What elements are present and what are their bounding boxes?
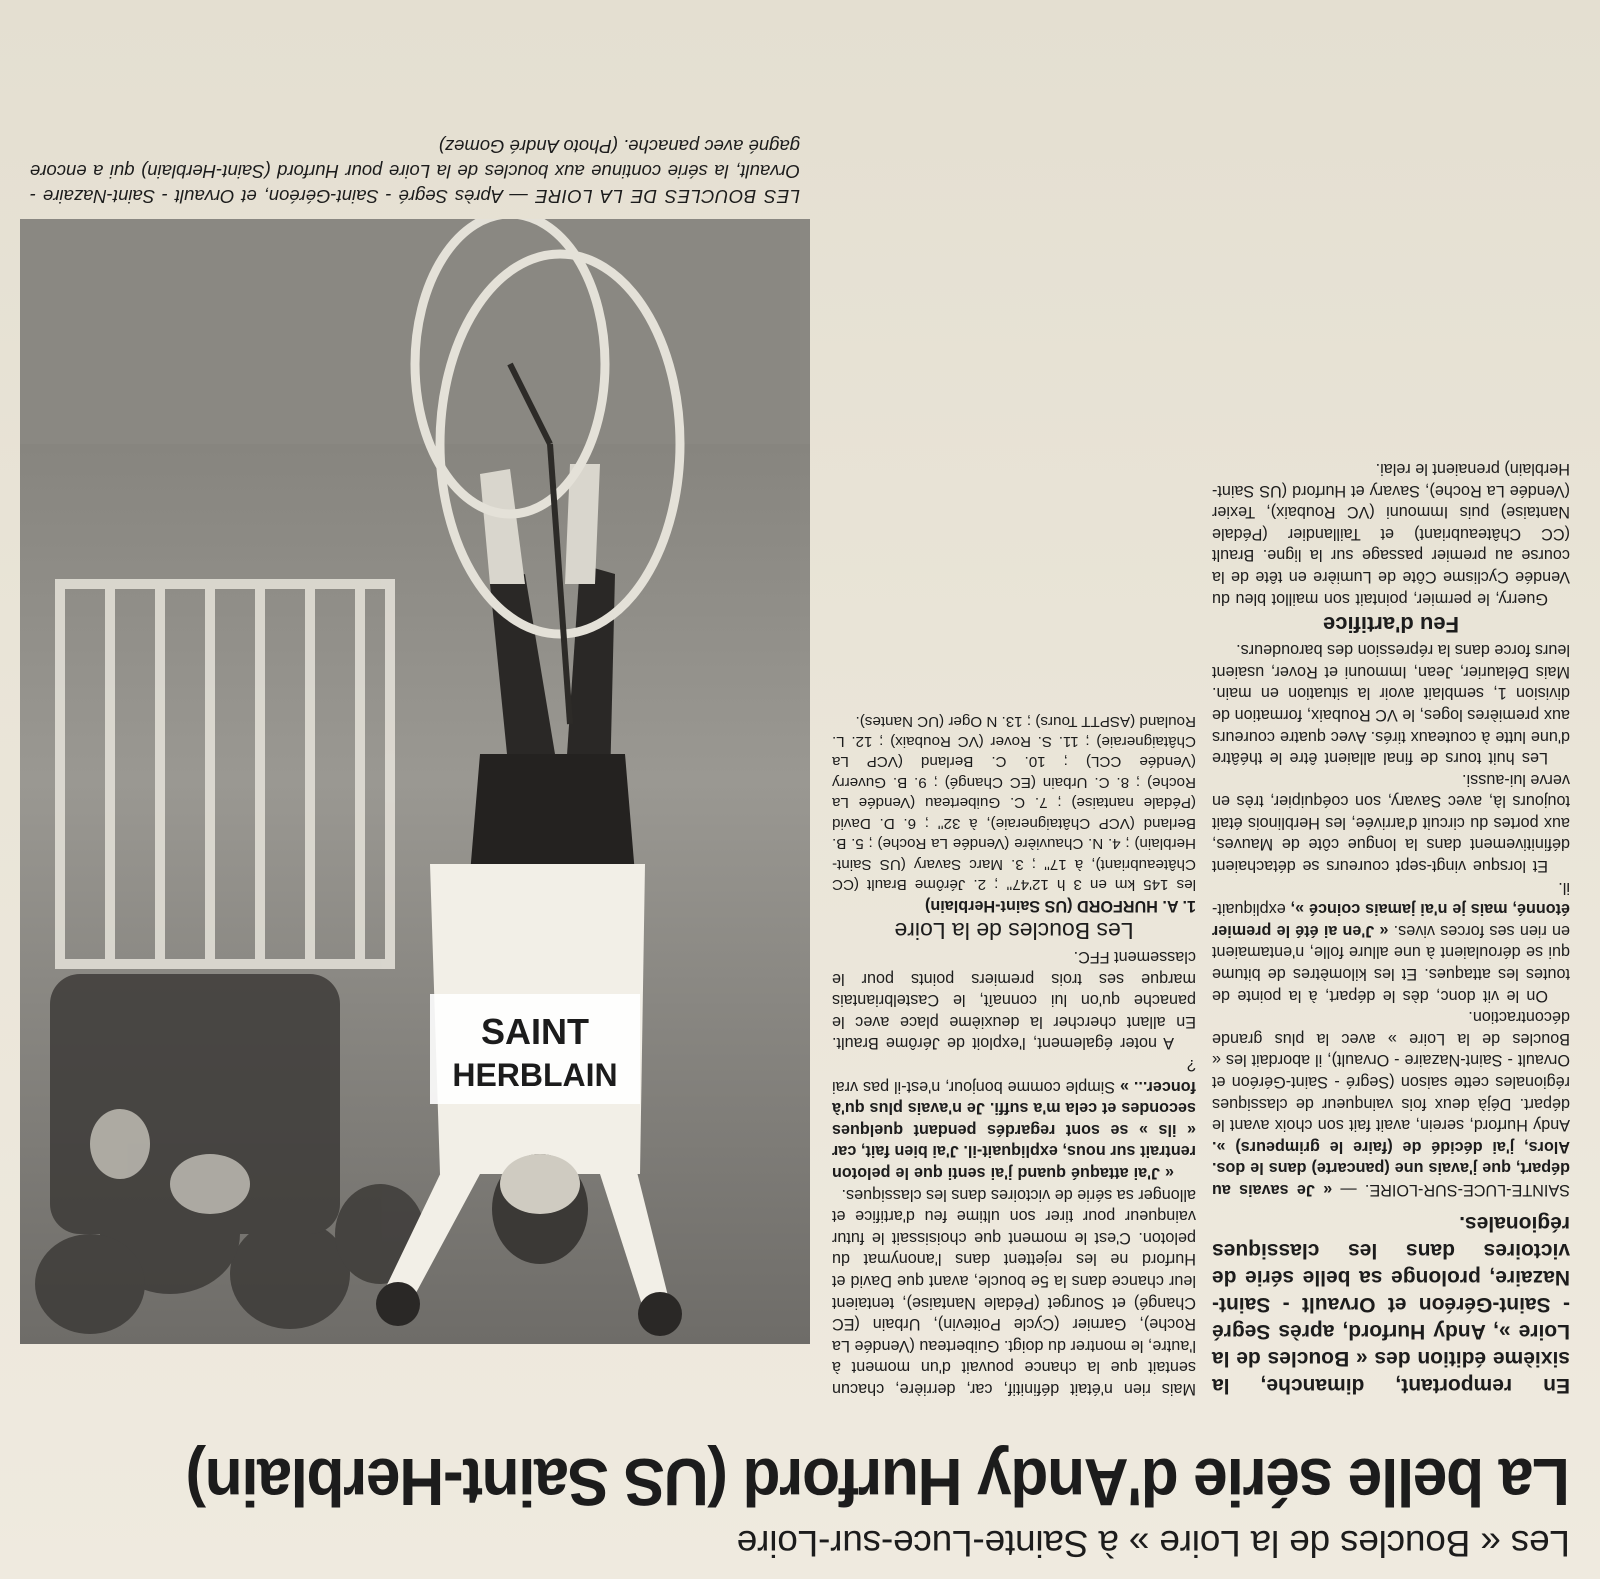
paragraph-4: Les huit tours de final allaient être le théâtre d'une lutte à couteaux tirés. Avec quatre coureurs aux premières loges, le VC Roubaix, formation de division 1, semblait avoir la situation en main. Mais Délaurier, Jean, Immouni et Rover, usaient leurs force dans la répression des baroudeurs.	[1212, 641, 1570, 768]
photo-credit: (Photo André Gomez)	[438, 136, 618, 157]
paragraph-1-text: Andy Hurford, serein, avait fait son choix avant le départ. Déjà deux fois vainqueur de classiques régionales cette saison (Segré - Saint-Géréon et Orvault - Saint-Nazaire - Orvault), il abordait les « Boucles de la Loire » avec la plus grande décontraction.	[1212, 1008, 1570, 1135]
column-2	[832, 710, 1196, 1399]
paragraph-7: « J'ai attaqué quand j'ai senti que le peloton rentrait sur nous, expliquait-il. J'ai bien fait, car « ils » se sont regardés pendant quelques secondes et cela m'a suffi. Je n'avais plus qu'à foncer... » Simple comme bonjour, n'est-il pas vrai ?	[831, 1056, 1196, 1183]
results-heading: Les Boucles de la Loire	[894, 917, 1134, 944]
race-photo	[20, 219, 810, 1344]
paragraph-6: Mais rien n'était définitif, car, derrière, chacun sentait que la chance pouvait d'un moment à l'autre, le montrer du doigt. Guiberteau (Vendée La Roche), Garnier (Cycle Poitevin), Urbain (EC Changé) et Sourget (Pédale Nantaise), tentaient leur chance dans la 5e boucle, avant que David et Hurford ne les rejettent dans l'anonymat du peloton. C'est le moment que choisissait le futur vainqueur pour tirer son ultime feu d'artifice et allonger sa série de victoires dans les classiques.	[832, 1185, 1196, 1398]
jersey-text-herblain: HERBLAIN	[452, 1057, 618, 1093]
subheading-feu-dartifice: Feu d'artifice	[1322, 611, 1460, 637]
dateline: SAINTE-LUCE-SUR-LOIRE. —	[1340, 1181, 1570, 1199]
column-1	[1212, 457, 1570, 1399]
headline: La belle série d'Andy Hurford (US Saint-Herblain)	[186, 1444, 1570, 1519]
jersey-text-saint: SAINT	[481, 1011, 589, 1052]
photo-caption	[30, 134, 800, 209]
caption-text: — Après Segré - Saint-Géréon, et Orvault - Saint-Nazaire - Orvault, la série continue aux boucles de la Loire pour Hurford (Saint-Herblain) qui a encore gagné avec panache.	[29, 136, 800, 207]
results-winner: 1. A. HURFORD (US Saint-Herblain)	[924, 896, 1196, 915]
winner-quote: « J'ai attaqué quand j'ai senti que le peloton rentrait sur nous, expliquait-il. J'ai bien fait, car « ils » se sont regardés pendant quelques secondes et cela m'a suffi. Je n'avais plus qu'à foncer... »	[832, 1077, 1196, 1183]
quote-coince: « J'en ai été le premier étonné, mais je n'ai jamais coincé »,	[1212, 900, 1570, 940]
paragraph-2: On le vit donc, dès le départ, à la pointe de toutes les attaques. Et les kilomètres de bitume qui se déroulaient à une allure folle, n'entamaient en rien ses forces vives. « J'en ai été le premier étonné, mais je n'ai jamais coincé », expliquait-il.	[1211, 878, 1570, 1005]
caption-heading: LES BOUCLES DE LA LOIRE	[534, 186, 800, 207]
paragraph-1	[1212, 1006, 1570, 1200]
intro-paragraph: En remportant, dimanche, la sixième édition des « Boucles de la Loire », Andy Hurford, après Segré - Saint-Géréon et Orvault - Saint-Nazaire, prolonge sa belle série de victoires dans les classiques régionales.	[1212, 1212, 1570, 1397]
paragraph-3: Et lorsque vingt-sept coureurs se détachaient définitivement dans la longue côte de Mauves, aux portes du circuit d'arrivée, les Herblinois était toujours là, avec Savary, son coéquipier, très en verve lui-aussi.	[1212, 770, 1570, 876]
kicker: Les « Boucles de la Loire » à Sainte-Luce-sur-Loire	[736, 1523, 1570, 1564]
paragraph-8: A noter également, l'exploit de Jérôme Brault. En allant chercher la deuxième place avec le panache qu'on lui connaît, le Castelbriantais marque ses trois premiers points pour le classement FFC.	[832, 948, 1196, 1053]
paragraph-5: Guerry, le permier, pointait son maillot bleu du Vendée Cyclisme Côte de Lumière en tête de la course au premier passage sur la ligne. Brault (CC Châteaubriant) et Taillandier (Pédale Nantaise) puis Immouni (VC Roubaix), Texier (Vendée La Roche), Savary et Hurford (US Saint-Herblain) prenaient le relai.	[1212, 460, 1570, 608]
opening-quote: « Je savais au départ, que j'avais une (pancarte) dans le dos. Alors, j'ai décidé de (faire le grimpeurs) ».	[1212, 1137, 1570, 1199]
results-list: les 145 km en 3 h 12'47'' ; 2. Jérôme Brault (CC Châteaubriant), à 17'' ; 3. Marc Savary (US Saint-Herblain) ; 4. N. Chauvière (Vendée La Roche) ; 5. B. Berland (VCP Châtaigneraie), à 32'' ; 6. D. David (Pédale nantaise) ; 7. C. Guiberteau (Vendée La Roche) ; 8. C. Urbain (EC Changé) ; 9. B. Guverry (Vendée CCL) ; 10. C. Berland (VCP La Châtaigneraie) ; 11. S. Rover (VC Roubaix) ; 12. L. Rouland (ASPTT Tours) ; 13. N Oger (UC Nantes).	[832, 712, 1196, 893]
